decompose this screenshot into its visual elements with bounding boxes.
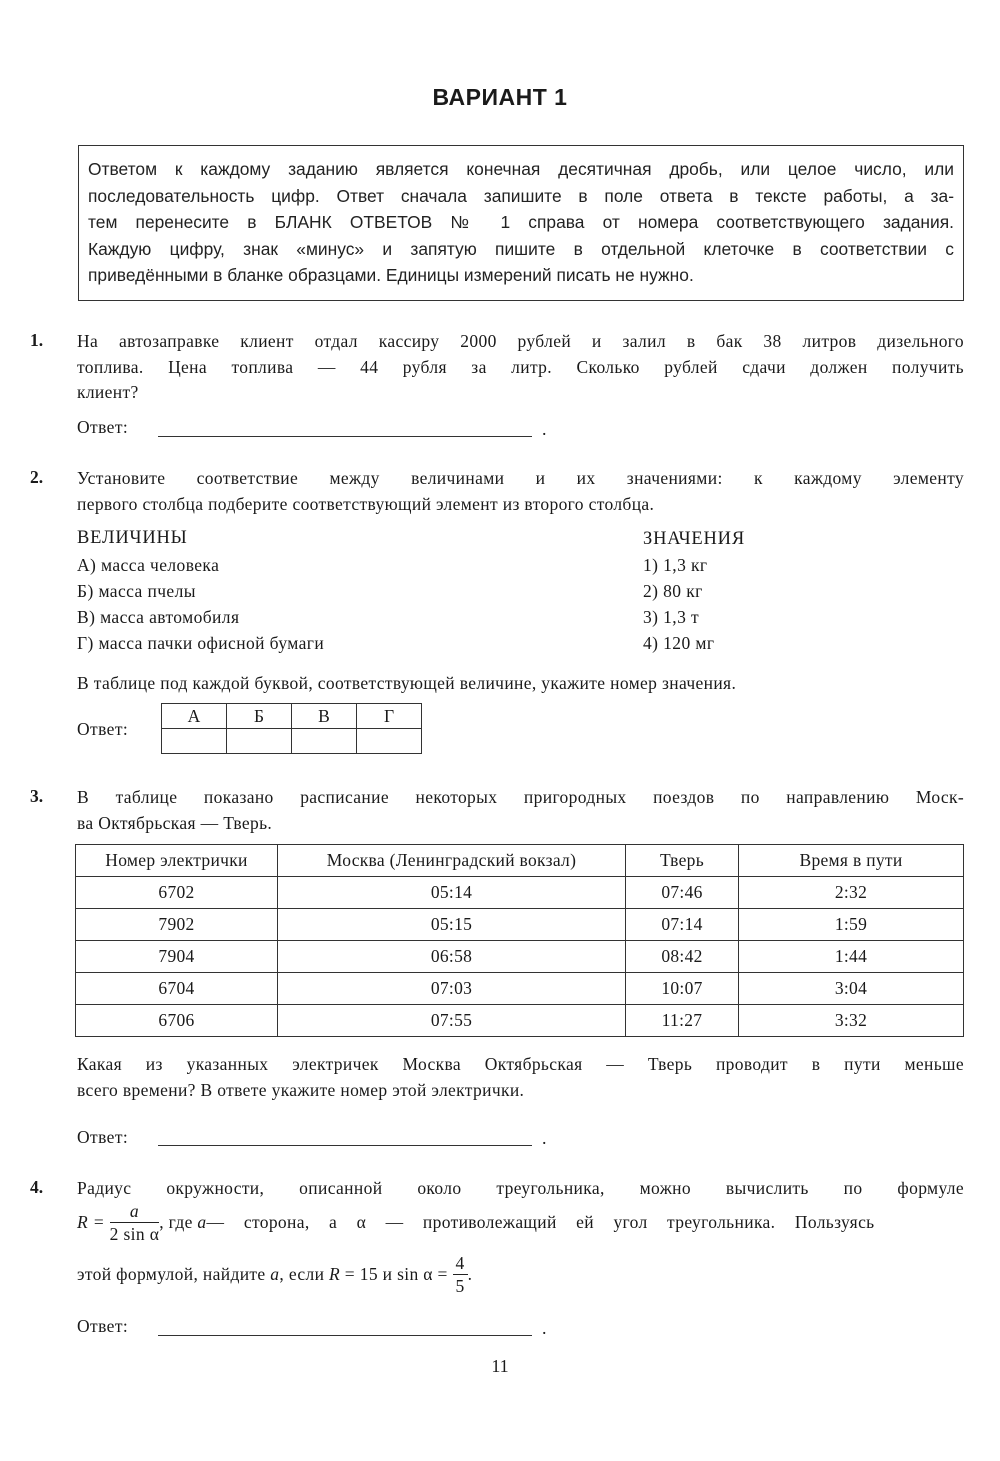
schedule-table xyxy=(75,844,964,1037)
schedule-header: Москва (Ленинградский вокзал) xyxy=(278,845,626,877)
moscow-time: 05:15 xyxy=(278,909,626,941)
task4-line3-b: , если xyxy=(279,1264,330,1284)
instructions-line: Каждую цифру, знак «минус» и запятую пишите в отдельной клеточке в соответствии с xyxy=(88,238,954,259)
task2-text xyxy=(77,466,964,517)
page-number: 11 xyxy=(491,1356,509,1376)
task3-answer-field[interactable] xyxy=(158,1145,532,1146)
formula-numerator: a xyxy=(129,1201,139,1221)
task4-line1 xyxy=(77,1176,964,1202)
tver-time: 10:07 xyxy=(626,973,739,1005)
task1-line: топлива. Цена топлива — 44 рубля за литр. Сколько рублей сдачи должен получить xyxy=(77,356,964,377)
tver-time: 08:42 xyxy=(626,941,739,973)
task3-line: ва Октябрьская — Тверь. xyxy=(77,812,273,833)
train-number: 7904 xyxy=(76,941,278,973)
answer-cell-a[interactable] xyxy=(162,729,227,754)
task4-line3-var: a xyxy=(270,1264,280,1284)
train-number: 6702 xyxy=(76,877,278,909)
answer-table-letter: Б xyxy=(227,704,292,729)
answer-cell-g[interactable] xyxy=(357,729,422,754)
task2-line: первого столбца подберите соответствующий элемент из второго столбца. xyxy=(77,493,655,514)
train-number: 6706 xyxy=(76,1005,278,1037)
value-item: 1) 1,3 кг xyxy=(643,555,708,575)
values-header: ЗНАЧЕНИЯ xyxy=(643,529,745,549)
sin-fraction-numerator: 4 xyxy=(453,1252,468,1275)
tver-time: 07:14 xyxy=(626,909,739,941)
moscow-time: 05:14 xyxy=(278,877,626,909)
task4-line3-a: этой формулой, найдите xyxy=(77,1264,271,1284)
page-title: ВАРИАНТ 1 xyxy=(432,84,568,110)
sin-fraction-denominator: 5 xyxy=(455,1276,465,1296)
train-number: 6704 xyxy=(76,973,278,1005)
task1-answer-label: Ответ: xyxy=(77,417,129,437)
moscow-time: 07:55 xyxy=(278,1005,626,1037)
task4-answer-field[interactable] xyxy=(158,1335,532,1336)
travel-time: 3:32 xyxy=(739,1005,964,1037)
answer-table-letter: Г xyxy=(357,704,422,729)
moscow-time: 06:58 xyxy=(278,941,626,973)
task4-number: 4. xyxy=(30,1177,44,1197)
formula-denominator: 2 sin α xyxy=(109,1224,160,1244)
travel-time: 3:04 xyxy=(739,973,964,1005)
instructions-box xyxy=(78,145,964,301)
formula-fraction xyxy=(110,1200,160,1245)
task4-line3-c: = 15 и sin α = xyxy=(340,1264,448,1284)
task2-answer-label: Ответ: xyxy=(77,719,129,739)
tver-time: 07:46 xyxy=(626,877,739,909)
instructions-line: приведёнными в бланке образцами. Единицы измерений писать не нужно. xyxy=(88,265,694,285)
sin-fraction xyxy=(453,1252,468,1297)
answer-table-letters-row xyxy=(162,704,422,729)
table-row xyxy=(76,941,964,973)
schedule-header: Тверь xyxy=(626,845,739,877)
answer-cell-v[interactable] xyxy=(292,729,357,754)
quantity-item: Г) масса пачки офисной бумаги xyxy=(77,633,325,653)
task2-table-instruction-text: В таблице под каждой буквой, соответствующей величине, укажите номер значения. xyxy=(77,673,737,693)
schedule-header-row xyxy=(76,845,964,877)
task1-answer-dot: . xyxy=(542,419,547,439)
task4-answer-label: Ответ: xyxy=(77,1316,129,1336)
task4-line2-a: , где xyxy=(159,1212,198,1232)
tver-time: 11:27 xyxy=(626,1005,739,1037)
schedule-header: Номер электрички xyxy=(76,845,278,877)
travel-time: 2:32 xyxy=(739,877,964,909)
quantity-item: А) масса человека xyxy=(77,555,220,575)
table-row xyxy=(76,909,964,941)
quantity-item: Б) масса пчелы xyxy=(77,581,196,601)
task4-formula-line xyxy=(77,1200,875,1245)
task1-number: 1. xyxy=(30,330,44,350)
instructions-line: последовательность цифр. Ответ сначала запишите в поле ответа в тексте работы, а за- xyxy=(88,185,954,206)
task1-answer-field[interactable] xyxy=(158,436,532,437)
table-row xyxy=(76,973,964,1005)
quantity-item: В) масса автомобиля xyxy=(77,607,240,627)
train-number: 7902 xyxy=(76,909,278,941)
task3-answer-label: Ответ: xyxy=(77,1127,129,1147)
moscow-time: 07:03 xyxy=(278,973,626,1005)
task2-number: 2. xyxy=(30,467,44,487)
task4-line3-end: . xyxy=(467,1264,473,1284)
travel-time: 1:59 xyxy=(739,909,964,941)
instructions-line: тем перенесите в БЛАНК ОТВЕТОВ № 1 справа от номера соответствующего задания. xyxy=(88,212,954,232)
task3-question-line: Какая из указанных электричек Москва Октябрьская — Тверь проводит в пути меньше xyxy=(77,1054,964,1074)
task3-text xyxy=(77,785,964,836)
value-item: 3) 1,3 т xyxy=(643,607,700,627)
task4-line3-R: R xyxy=(329,1264,341,1284)
value-item: 4) 120 мг xyxy=(643,633,715,653)
task3-answer-dot: . xyxy=(542,1128,547,1148)
task1-line: клиент? xyxy=(77,382,139,402)
task4-answer-dot: . xyxy=(542,1318,547,1338)
table-row xyxy=(76,1005,964,1037)
schedule-header: Время в пути xyxy=(739,845,964,877)
formula-lhs: R = xyxy=(77,1212,105,1232)
task3-line: В таблице показано расписание некоторых пригородных поездов по направлению Моск- xyxy=(77,787,964,807)
travel-time: 1:44 xyxy=(739,941,964,973)
task2-table-instruction xyxy=(77,671,964,697)
value-item: 2) 80 кг xyxy=(643,581,703,601)
task2-line: Установите соответствие между величинами и их значениями: к каждому элементу xyxy=(77,468,964,488)
task4-line2-b: — сторона, а α — противолежащий ей угол треугольника. Пользуясь xyxy=(206,1212,875,1232)
task3-question xyxy=(77,1052,964,1103)
task3-question-line: всего времени? В ответе укажите номер этой электрички. xyxy=(77,1079,525,1100)
table-row xyxy=(76,877,964,909)
answer-cell-b[interactable] xyxy=(227,729,292,754)
instructions-line: Ответом к каждому заданию является конечная десятичная дробь, или целое число, или xyxy=(88,159,954,179)
answer-table-letter: В xyxy=(292,704,357,729)
task4-line3 xyxy=(77,1252,472,1297)
task1-line: На автозаправке клиент отдал кассиру 2000 рублей и залил в бак 38 литров дизельного xyxy=(77,331,964,351)
task2-answer-table xyxy=(161,703,422,754)
task4-line2-var: a xyxy=(197,1212,207,1232)
task3-number: 3. xyxy=(30,786,44,806)
quantities-header: ВЕЛИЧИНЫ xyxy=(77,528,188,548)
answer-table-letter: А xyxy=(162,704,227,729)
answer-table-input-row xyxy=(162,729,422,754)
task4-line1-text: Радиус окружности, описанной около треугольника, можно вычислить по формуле xyxy=(77,1178,964,1198)
task1-text xyxy=(77,329,964,406)
